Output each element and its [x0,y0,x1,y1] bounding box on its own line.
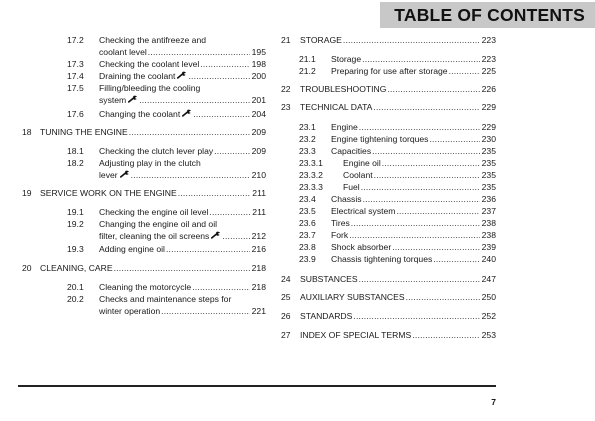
toc-entry-title: Tires [331,218,350,228]
dot-leader [358,121,480,133]
wrench-icon [211,230,221,238]
toc-entry-page: 198 [251,59,266,69]
toc-entry-page: 210 [251,170,266,180]
toc-entry-page: 239 [481,242,496,252]
dot-leader [191,281,249,293]
toc-entry-page: 221 [251,306,266,316]
toc-entry-title: Electrical system [331,206,396,216]
wrench-icon [177,70,187,78]
toc-entry-title: TROUBLESHOOTING [300,84,387,94]
toc-entry-title: Engine tightening torques [331,134,429,144]
dot-leader [130,169,250,181]
wrench-icon [120,169,130,177]
toc-entry[interactable] [67,218,266,242]
toc-entry[interactable] [299,253,496,265]
toc-entry-page: 236 [481,194,496,204]
toc-entry-page: 223 [481,35,496,45]
toc-entry[interactable] [22,262,266,274]
dot-leader [391,241,479,253]
toc-entry-title: Changing the coolant [99,109,181,119]
toc-entry[interactable] [67,108,266,120]
toc-entry-page: 229 [481,102,496,112]
wrench-icon [128,94,138,102]
toc-entry-number: 23.4 [299,194,316,204]
toc-entry[interactable] [299,205,496,217]
toc-entry-page: 240 [481,254,496,264]
toc-entry[interactable] [281,329,496,341]
toc-entry[interactable] [67,243,266,255]
dot-leader [361,53,480,65]
dot-leader [147,46,250,58]
toc-entry-number: 23 [281,102,291,112]
toc-entry-number: 19 [22,188,32,198]
toc-entry[interactable] [22,187,266,199]
toc-entry-title: winter operation [99,306,161,316]
toc-entry-number: 17.2 [67,35,84,45]
toc-entry-title: CLEANING, CARE [40,263,113,273]
toc-entry[interactable] [299,193,496,205]
dot-leader [381,157,480,169]
toc-entry-page: 238 [481,218,496,228]
toc-entry-title: Checking the antifreeze and [99,35,207,45]
toc-entry-title: STANDARDS [300,311,353,321]
dot-leader [371,145,480,157]
toc-entry[interactable] [67,206,266,218]
toc-entry-number: 18.2 [67,158,84,168]
toc-entry-page: 200 [251,71,266,81]
toc-entry-page: 253 [481,330,496,340]
toc-entry-number: 17.4 [67,71,84,81]
toc-entry-number: 18 [22,127,32,137]
toc-entry-title: Checks and maintenance steps for [99,294,232,304]
toc-entry-number: 17.6 [67,109,84,119]
toc-entry-number: 19.2 [67,219,84,229]
toc-entry-title: Capacities [331,146,372,156]
toc-entry[interactable] [299,53,496,65]
toc-entry-number: 21 [281,35,291,45]
toc-entry-number: 27 [281,330,291,340]
dot-leader [128,126,250,138]
toc-entry-title: Coolant [343,170,373,180]
toc-entry-title: Adjusting play in the clutch [99,158,201,168]
toc-entry[interactable] [281,83,496,95]
dot-leader [199,58,249,70]
toc-entry-title: STORAGE [300,35,342,45]
toc-entry-title: Preparing for use after storage [331,66,448,76]
dot-leader [386,83,479,95]
toc-entry-number: 23.9 [299,254,316,264]
toc-entry-page: 230 [481,134,496,144]
toc-entry[interactable] [67,82,266,106]
toc-entry-number: 23.7 [299,230,316,240]
toc-entry-number: 23.2 [299,134,316,144]
dot-leader [213,145,249,157]
toc-entry-title: Checking the clutch lever play [99,146,214,156]
toc-entry-page: 204 [251,109,266,119]
dot-leader [372,101,479,113]
toc-entry[interactable] [299,133,496,145]
dot-leader [187,70,249,82]
header-band [380,2,595,28]
toc-entry-page: 235 [481,158,496,168]
toc-entry-number: 22 [281,84,291,94]
toc-entry-title: Filling/bleeding the cooling [99,83,201,93]
toc-entry-title: Engine [331,122,358,132]
footer-divider [18,385,496,387]
dot-leader [395,205,479,217]
toc-entry-title: SUBSTANCES [300,274,358,284]
toc-entry-page: 250 [481,292,496,302]
toc-entry-number: 23.5 [299,206,316,216]
toc-entry-number: 20.1 [67,282,84,292]
dot-leader [373,169,480,181]
toc-entry[interactable] [299,157,496,169]
toc-entry-number: 18.1 [67,146,84,156]
toc-entry[interactable] [67,281,266,293]
toc-entry-number: 20 [22,263,32,273]
toc-entry-number: 23.3.2 [299,170,323,180]
toc-entry-title: Chassis [331,194,362,204]
toc-entry-number: 23.3 [299,146,316,156]
toc-entry-title: system [99,95,127,105]
toc-entry-title: INDEX OF SPECIAL TERMS [300,330,412,340]
toc-entry-number: 23.8 [299,242,316,252]
toc-entry[interactable] [299,229,496,241]
toc-entry-number: 20.2 [67,294,84,304]
toc-entry-page: 247 [481,274,496,284]
toc-entry-page: 226 [481,84,496,94]
toc-entry[interactable] [299,65,496,77]
toc-entry-number: 17.5 [67,83,84,93]
page-number: 7 [491,397,496,407]
wrench-icon [182,108,192,116]
dot-leader [221,230,249,242]
toc-entry-page: 218 [251,263,266,273]
toc-entry-page: 212 [251,231,266,241]
toc-entry-page: 237 [481,206,496,216]
toc-entry-page: 211 [252,207,266,217]
dot-leader [350,217,480,229]
toc-entry-number: 26 [281,311,291,321]
toc-entry-title: coolant level [99,47,147,57]
dot-leader [113,262,250,274]
toc-entry-title: lever [99,170,118,180]
toc-entry-title: Checking the engine oil level [99,207,209,217]
toc-entry[interactable] [67,70,266,82]
toc-entry-page: 252 [481,311,496,321]
toc-entry-number: 19.1 [67,207,84,217]
toc-entry-number: 21.1 [299,54,316,64]
toc-entry-page: 235 [481,182,496,192]
toc-entry-title: TUNING THE ENGINE [40,127,128,137]
dot-leader [448,65,480,77]
toc-entry[interactable] [22,126,266,138]
dot-leader [208,206,250,218]
toc-entry[interactable] [299,145,496,157]
toc-entry[interactable] [67,157,266,181]
toc-entry-page: 238 [481,230,496,240]
dot-leader [352,310,479,322]
toc-entry-title: Changing the engine oil and oil [99,219,218,229]
toc-entry-number: 24 [281,274,291,284]
toc-entry-page: 201 [251,95,266,105]
toc-entry[interactable] [67,293,266,317]
toc-entry[interactable] [299,181,496,193]
toc-entry-title: AUXILIARY SUBSTANCES [300,292,405,302]
toc-entry-title: Checking the coolant level [99,59,200,69]
toc-entry-title: Shock absorber [331,242,392,252]
dot-leader [411,329,479,341]
dot-leader [360,181,480,193]
toc-entry[interactable] [281,310,496,322]
toc-entry[interactable] [299,169,496,181]
dot-leader [405,291,480,303]
toc-entry-title: TECHNICAL DATA [300,102,373,112]
toc-entry[interactable] [281,101,496,113]
toc-entry-page: 218 [251,282,266,292]
toc-entry-title: Engine oil [343,158,381,168]
toc-entry[interactable] [299,241,496,253]
toc-entry-page: 216 [251,244,266,254]
page-title: TABLE OF CONTENTS [394,5,585,25]
toc-entry-title: Cleaning the motorcycle [99,282,192,292]
toc-entry-title: SERVICE WORK ON THE ENGINE [40,188,177,198]
toc-entry[interactable] [281,291,496,303]
toc-entry-page: 235 [481,146,496,156]
dot-leader [192,108,249,120]
dot-leader [358,273,480,285]
toc-entry-title: Fork [331,230,349,240]
toc-entry-number: 23.3.1 [299,158,323,168]
toc-entry-page: 235 [481,170,496,180]
toc-entry-title: filter, cleaning the oil screens [99,231,210,241]
dot-leader [348,229,479,241]
toc-entry-number: 17.3 [67,59,84,69]
toc-entry[interactable] [281,273,496,285]
toc-entry-title: Storage [331,54,362,64]
toc-entry-number: 23.1 [299,122,316,132]
dot-leader [165,243,250,255]
toc-entry[interactable] [281,34,496,46]
toc-entry[interactable] [299,121,496,133]
dot-leader [177,187,251,199]
toc-entry-title: Draining the coolant [99,71,176,81]
dot-leader [160,305,250,317]
toc-entry-title: Chassis tightening torques [331,254,433,264]
toc-entry-page: 211 [252,188,266,198]
toc-entry-page: 209 [251,127,266,137]
toc-entry-page: 229 [481,122,496,132]
toc-entry[interactable] [67,145,266,157]
toc-entry-page: 223 [481,54,496,64]
toc-entry-number: 21.2 [299,66,316,76]
toc-entry-number: 23.3.3 [299,182,323,192]
dot-leader [362,193,480,205]
dot-leader [138,94,249,106]
toc-entry-page: 195 [251,47,266,57]
dot-leader [342,34,480,46]
toc-entry-number: 19.3 [67,244,84,254]
dot-leader [428,133,479,145]
dot-leader [432,253,479,265]
toc-entry-page: 209 [251,146,266,156]
toc-entry[interactable] [299,217,496,229]
toc-entry-title: Adding engine oil [99,244,165,254]
toc-entry-number: 23.6 [299,218,316,228]
toc-entry-page: 225 [481,66,496,76]
toc-entry-number: 25 [281,292,291,302]
toc-entry[interactable] [67,34,266,58]
toc-entry-title: Fuel [343,182,360,192]
toc-entry[interactable] [67,58,266,70]
